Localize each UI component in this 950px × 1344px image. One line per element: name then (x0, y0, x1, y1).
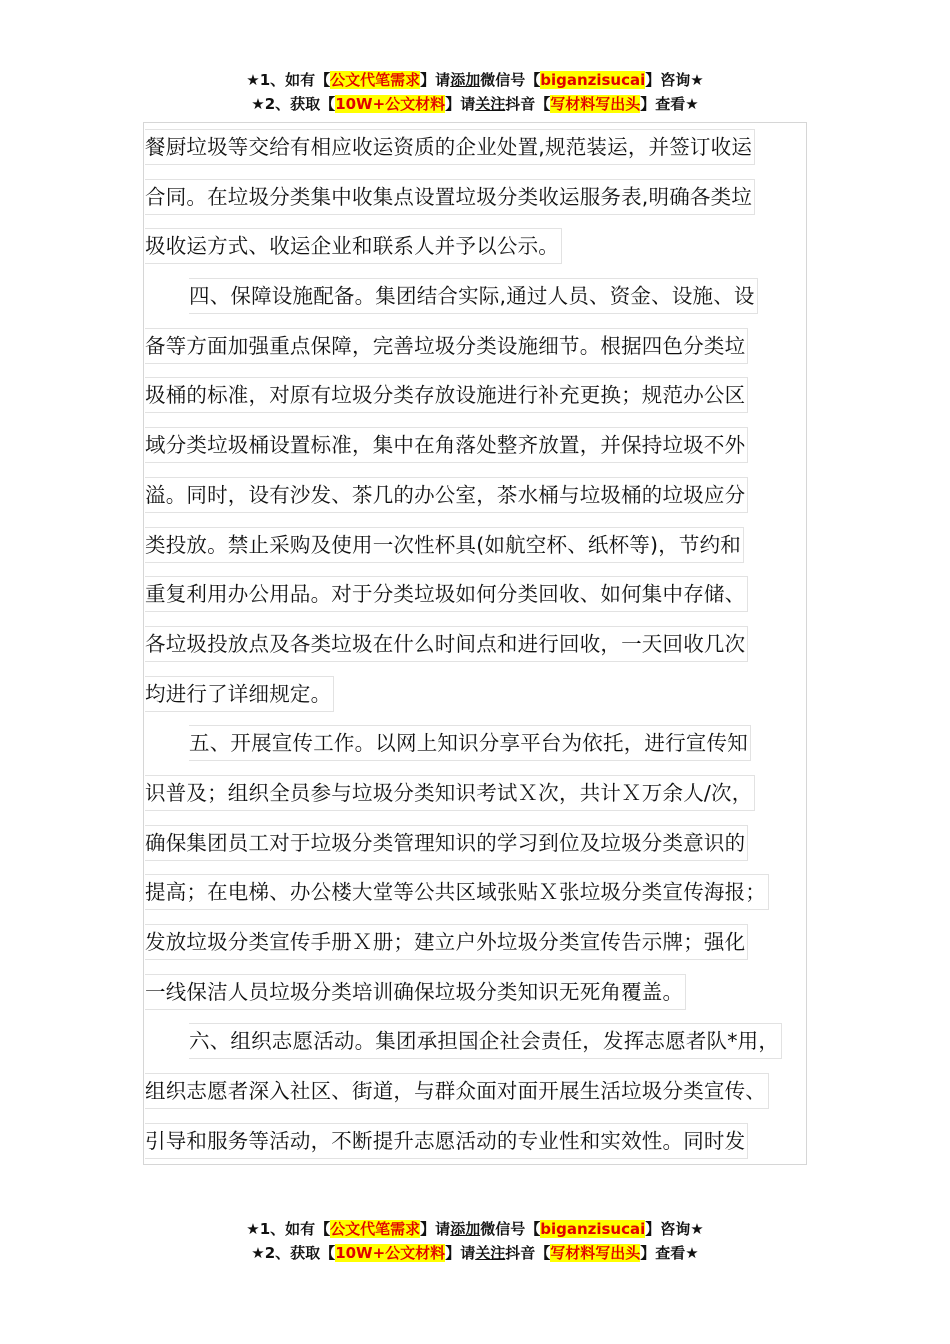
banner-line-2: ★2、获取【10W+公文材料】请关注抖音【写材料写出头】查看★ (251, 1244, 699, 1262)
banner-line-1: ★1、如有【公文代笔需求】请添加微信号【biganzisucai】咨询★ (246, 71, 704, 89)
body-line: 溢。同时，设有沙发、茶几的办公室，茶水桶与垃圾桶的垃圾应分 (145, 470, 845, 520)
body-line: 餐厨垃圾等交给有相应收运资质的企业处置,规范装运，并签订收运 (145, 122, 845, 172)
highlight-materials: 10W+公文材料 (335, 95, 446, 113)
footer-banner (0, 1217, 950, 1265)
body-line: 识普及；组织全员参与垃圾分类知识考试Ｘ次，共计Ｘ万余人/次， (145, 768, 845, 818)
body-line: 域分类垃圾桶设置标准，集中在角落处整齐放置，并保持垃圾不外 (145, 420, 845, 470)
body-line: 一线保洁人员垃圾分类培训确保垃圾分类知识无死角覆盖。 (145, 967, 845, 1017)
highlight-douyin-account: 写材料写出头 (550, 95, 641, 113)
body-line-section-6: 六、组织志愿活动。集团承担国企社会责任，发挥志愿者队*用， (145, 1016, 845, 1066)
body-line: 引导和服务等活动，不断提升志愿活动的专业性和实效性。同时发 (145, 1116, 845, 1166)
body-line: 圾收运方式、收运企业和联系人并予以公示。 (145, 221, 845, 271)
highlight-wechat-id: biganzisucai (540, 1220, 646, 1238)
highlight-douyin-account: 写材料写出头 (550, 1244, 641, 1262)
body-line: 提高；在电梯、办公楼大堂等公共区域张贴Ｘ张垃圾分类宣传海报； (145, 867, 845, 917)
body-line: 组织志愿者深入社区、街道，与群众面对面开展生活垃圾分类宣传、 (145, 1066, 845, 1116)
highlight-materials: 10W+公文材料 (335, 1244, 446, 1262)
body-line: 均进行了详细规定。 (145, 669, 845, 719)
body-line: 圾桶的标准，对原有垃圾分类存放设施进行补充更换；规范办公区 (145, 370, 845, 420)
body-line: 合同。在垃圾分类集中收集点设置垃圾分类收运服务表,明确各类垃 (145, 172, 845, 222)
banner-line-1: ★1、如有【公文代笔需求】请添加微信号【biganzisucai】咨询★ (246, 1220, 704, 1238)
body-line: 备等方面加强重点保障，完善垃圾分类设施细节。根据四色分类垃 (145, 321, 845, 371)
highlight-wechat-id: biganzisucai (540, 71, 646, 89)
body-line: 各垃圾投放点及各类垃圾在什么时间点和进行回收，一天回收几次 (145, 619, 845, 669)
document-body (145, 122, 845, 1165)
body-line-section-5: 五、开展宣传工作。以网上知识分享平台为依托，进行宣传知 (145, 718, 845, 768)
body-line-section-4: 四、保障设施配备。集团结合实际,通过人员、资金、设施、设 (145, 271, 845, 321)
body-line: 发放垃圾分类宣传手册Ｘ册；建立户外垃圾分类宣传告示牌；强化 (145, 917, 845, 967)
body-line: 确保集团员工对于垃圾分类管理知识的学习到位及垃圾分类意识的 (145, 818, 845, 868)
header-banner (0, 68, 950, 116)
highlight-writing-service: 公文代笔需求 (330, 1220, 421, 1238)
body-line: 类投放。禁止采购及使用一次性杯具(如航空杯、纸杯等)，节约和 (145, 520, 845, 570)
banner-line-2: ★2、获取【10W+公文材料】请关注抖音【写材料写出头】查看★ (251, 95, 699, 113)
highlight-writing-service: 公文代笔需求 (330, 71, 421, 89)
body-line: 重复利用办公用品。对于分类垃圾如何分类回收、如何集中存储、 (145, 569, 845, 619)
